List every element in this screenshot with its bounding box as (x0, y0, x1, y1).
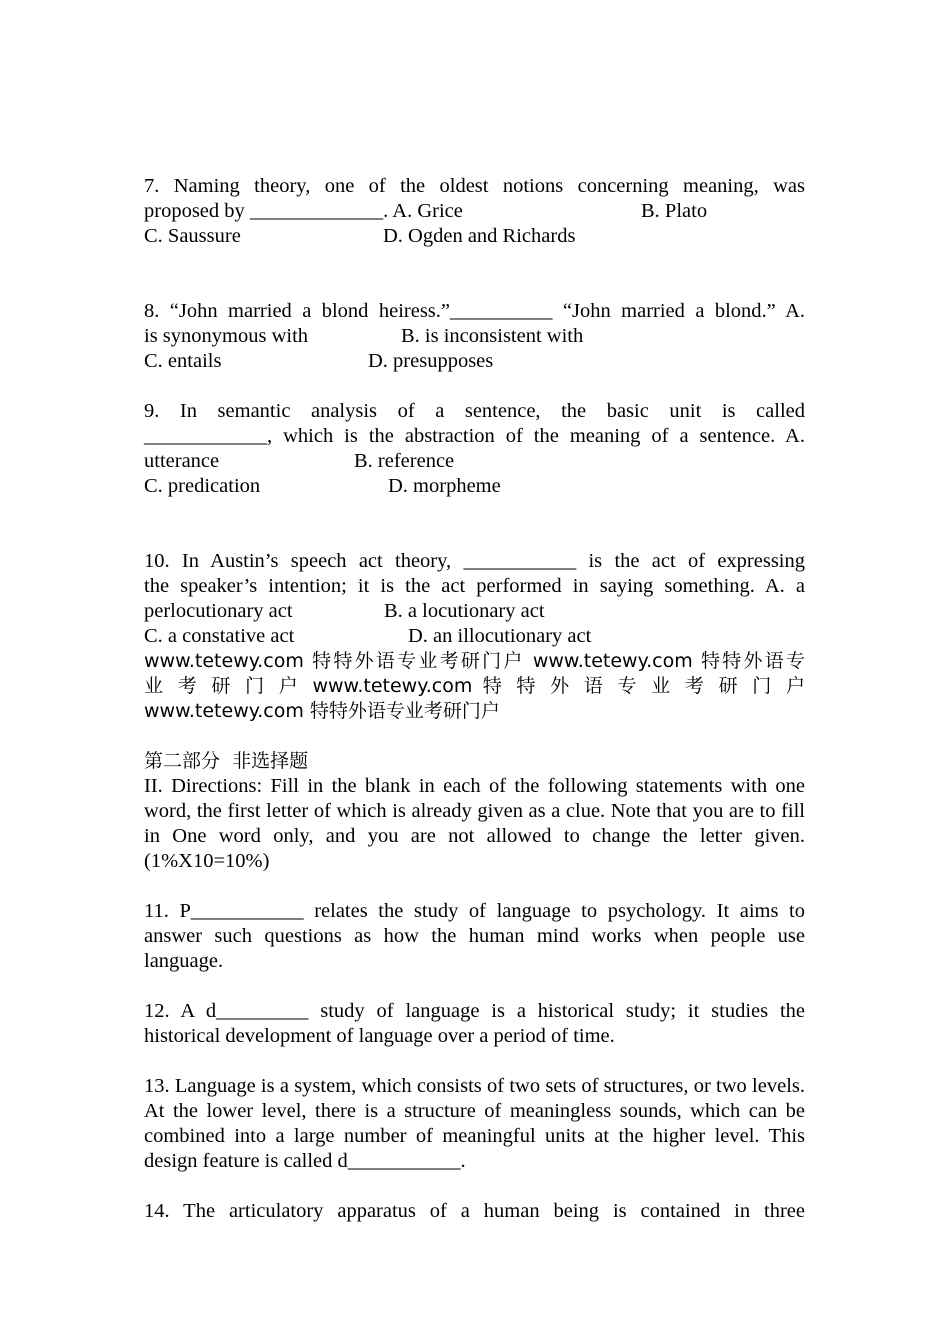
section-heading: 第二部分 非选择题 (144, 750, 309, 772)
watermark-line-2: 业 考 研 门 户 www.tetewy.com 特 特 外 语 专 业 考 研 门 户 (144, 675, 805, 697)
section-two (144, 749, 805, 874)
question-9-line-2: ____________, which is the abstraction of the meaning of a sentence. A. (144, 425, 805, 447)
question-10-line-1: 10. In Austin’s speech act theory, ___________ is the act of expressing (144, 550, 805, 572)
section-directions: II. Directions: Fill in the blank in each of the following statements with one word, the first letter of which is already given as a clue. Note that you are to fill in One word only, and you are not allowed to change the letter given. (1%X10=10%) (144, 775, 805, 872)
watermark-text (144, 649, 805, 724)
question-7-line-1: 7. Naming theory, one of the oldest notions concerning meaning, was (144, 175, 805, 197)
question-11: 11. P___________ relates the study of language to psychology. It aims to answer such questions as how the human mind works when people use language. (144, 900, 805, 972)
question-9-option-d: D. morpheme (388, 475, 501, 497)
question-10-option-c: C. a constative act (144, 625, 295, 647)
watermark-line-3: www.tetewy.com 特特外语专业考研门户 (144, 700, 500, 722)
question-10-option-b: B. a locutionary act (384, 600, 545, 622)
question-7-option-b: B. Plato (641, 200, 708, 222)
question-13: 13. Language is a system, which consists of two sets of structures, or two levels. At the lower level, there is a structure of meaningless sounds, which can be combined into a large number of meaningful units at the higher level. This design feature is called d___________. (144, 1075, 805, 1172)
question-9-option-c: C. predication (144, 475, 261, 497)
question-7-option-d: D. Ogden and Richards (383, 225, 576, 247)
question-10 (144, 549, 805, 649)
question-8-option-a: is synonymous with (144, 325, 309, 347)
question-8-option-b: B. is inconsistent with (401, 325, 584, 347)
question-9-line-1: 9. In semantic analysis of a sentence, the basic unit is called (144, 400, 805, 422)
question-7-option-c: C. Saussure (144, 225, 241, 247)
question-8-option-c: C. entails (144, 350, 222, 372)
question-8-option-d: D. presupposes (368, 350, 494, 372)
question-10-line-2: the speaker’s intention; it is the act performed in saying something. A. a (144, 575, 805, 597)
question-9 (144, 399, 805, 499)
question-9-option-a: utterance (144, 450, 220, 472)
question-10-option-a: perlocutionary act (144, 600, 293, 622)
document-page (144, 174, 805, 1224)
question-7-option-a: proposed by _____________. A. Grice (144, 200, 463, 222)
question-8 (144, 299, 805, 374)
question-9-option-b: B. reference (354, 450, 455, 472)
question-8-line-1: 8. “John married a blond heiress.”__________ “John married a blond.” A. (144, 300, 805, 322)
question-10-option-d: D. an illocutionary act (408, 625, 592, 647)
question-7 (144, 174, 805, 249)
question-14: 14. The articulatory apparatus of a human being is contained in three (144, 1200, 805, 1222)
watermark-line-1: www.tetewy.com 特特外语专业考研门户 www.tetewy.com 特特外语专 (144, 650, 805, 672)
question-12: 12. A d_________ study of language is a historical study; it studies the historical development of language over a period of time. (144, 1000, 805, 1047)
